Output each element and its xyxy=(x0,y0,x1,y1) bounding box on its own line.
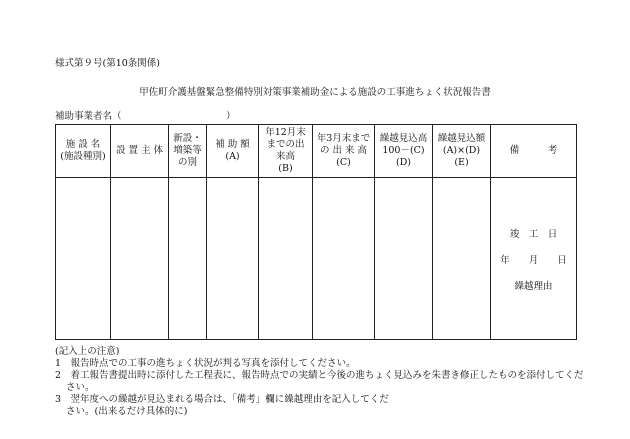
document-title: 甲佐町介護基盤緊急整備特別対策事業補助金による施設の工事進ちょく状況報告書 xyxy=(139,87,491,98)
header-facility-name: 施 設 名 (施設種別) xyxy=(56,125,111,178)
cell-facility-name[interactable] xyxy=(56,178,111,340)
cell-remarks[interactable] xyxy=(491,178,577,340)
cell-construction-type[interactable] xyxy=(169,178,207,340)
remark-date-format: 年 月 日 xyxy=(500,255,567,266)
operator-close-paren: ） xyxy=(226,111,236,122)
form-number: 様式第９号(第10条関係) xyxy=(55,58,161,69)
note-item-3: 3 翌年度への繰越が見込まれる場合は、「備考」欄に繰越理由を記入してくだ xyxy=(55,394,389,405)
header-remarks: 備 考 xyxy=(491,125,577,178)
progress-report-table xyxy=(55,124,577,340)
header-subsidy-amount: 補 助 額 (A) xyxy=(207,125,259,178)
cell-subsidy-amount[interactable] xyxy=(207,178,259,340)
cell-carryover-amount[interactable] xyxy=(433,178,491,340)
note-item-2-continued: さい。 xyxy=(66,382,95,393)
notes-heading: (記入上の注意) xyxy=(55,346,120,357)
note-item-2: 2 着工報告書提出時に添付した工程表に、報告時点での実績と今後の進ちょく見込みを朱書き修正したものを添付してくだ xyxy=(55,370,584,381)
note-item-1: 1 報告時点での工事の進ちょく状況が判る写真を添付してください。 xyxy=(55,358,356,369)
header-establisher: 設 置 主 体 xyxy=(111,125,169,178)
cell-progress-dec[interactable] xyxy=(259,178,313,340)
notes-section xyxy=(55,346,584,418)
cell-progress-mar[interactable] xyxy=(313,178,375,340)
remark-completion-date-label: 竣 工 日 xyxy=(509,229,558,240)
note-item-3-continued: さい。(出来るだけ具体的に) xyxy=(66,406,188,417)
header-progress-dec: 年12月末 までの出 来高 (B) xyxy=(259,125,313,178)
cell-establisher[interactable] xyxy=(111,178,169,340)
header-construction-type: 新設・ 増築等 の別 xyxy=(169,125,207,178)
header-carryover-rate: 繰越見込高 100－(C) (D) xyxy=(375,125,433,178)
operator-label: 補助事業者名（ xyxy=(55,111,122,122)
header-progress-mar: 年3月末まで の 出 来 高 (C) xyxy=(313,125,375,178)
table-row xyxy=(56,178,577,340)
header-row xyxy=(56,125,577,178)
remark-carryover-reason-label: 繰越理由 xyxy=(514,281,553,292)
operator-name-line xyxy=(55,108,236,122)
header-carryover-amount: 繰越見込額 (A)×(D) (E) xyxy=(433,125,491,178)
cell-carryover-rate[interactable] xyxy=(375,178,433,340)
